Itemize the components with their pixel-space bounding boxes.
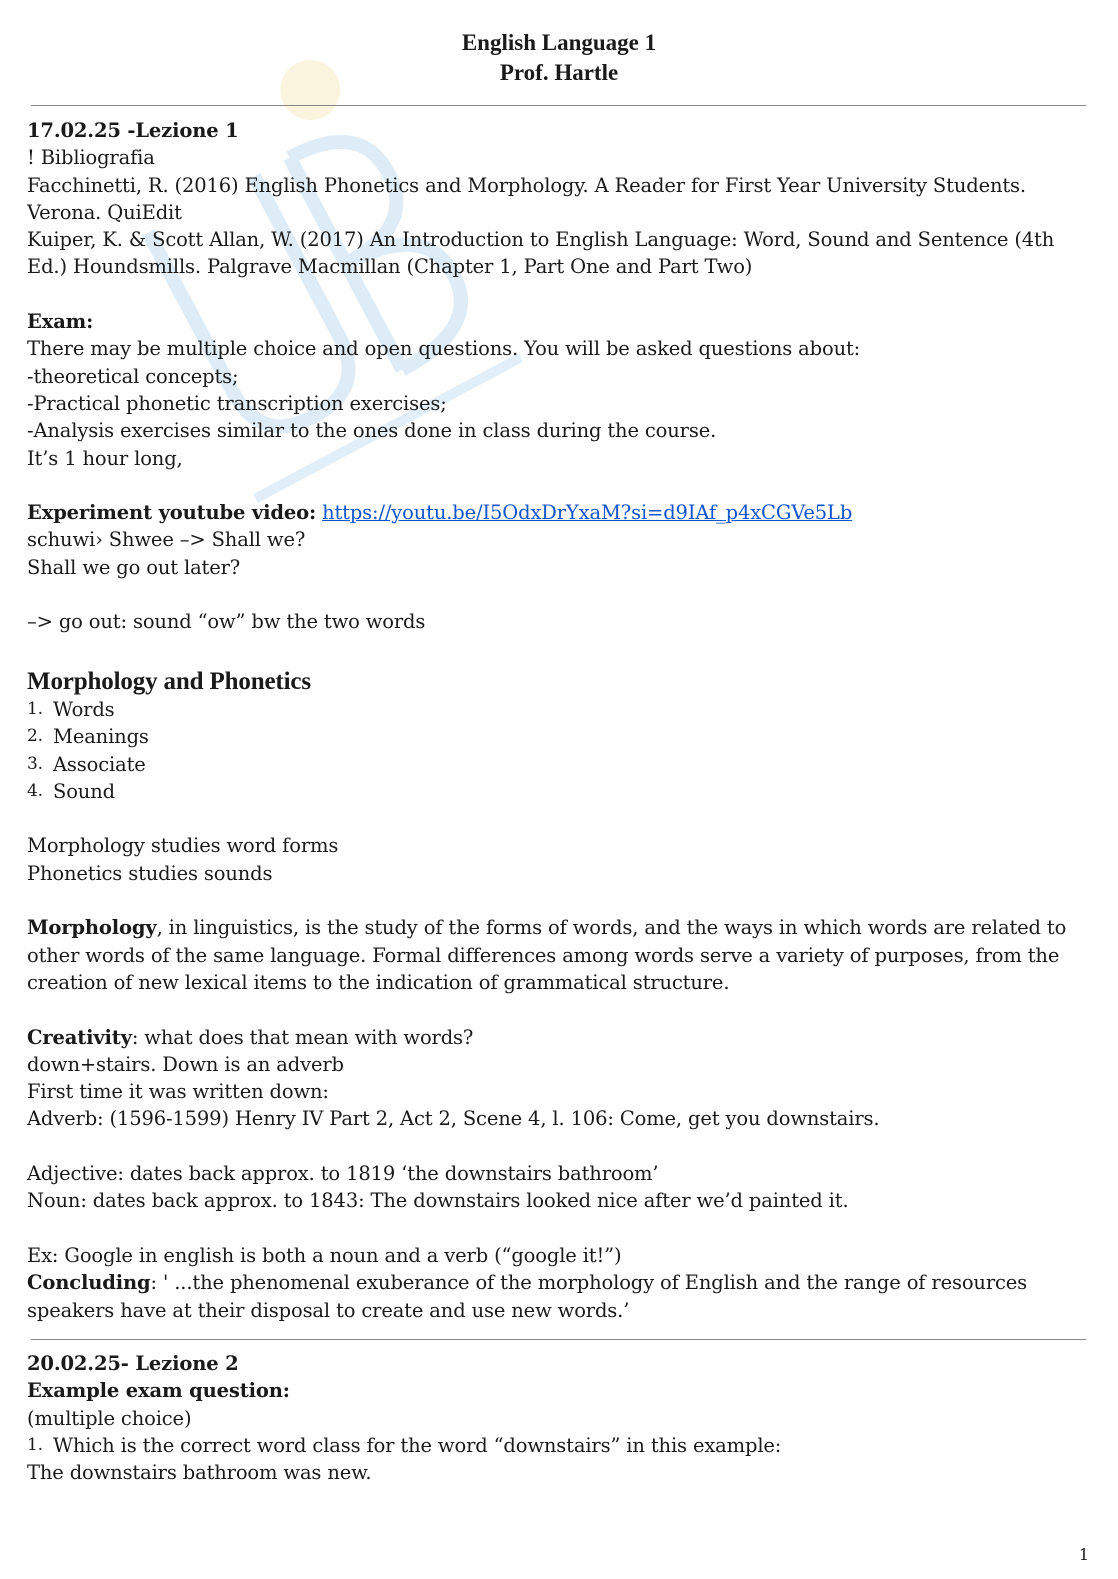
list-item: 1. Words (27, 698, 115, 721)
creativity-line: Creativity: what does that mean with words? (27, 1025, 474, 1049)
bibliography-entry: Facchinetti, R. (2016) English Phonetics and Morphology. A Reader for First Year University Students. Verona. QuiEdit (27, 173, 1026, 224)
text-line: (multiple choice) (27, 1406, 192, 1430)
exam-intro: There may be multiple choice and open questions. You will be asked questions about: (27, 337, 861, 361)
document-subtitle: Prof. Hartle (499, 60, 619, 85)
example-sentence: The downstairs bathroom was new. (27, 1461, 372, 1485)
question-list (27, 1432, 1097, 1459)
lesson-heading: 20.02.25- Lezione 2 (27, 1352, 239, 1375)
divider (31, 1339, 1086, 1340)
lesson-1-block (27, 117, 1097, 636)
text-line: Noun: dates back approx. to 1843: The downstairs looked nice after we’d painted it. (27, 1189, 849, 1213)
text-line: down+stairs. Down is an adverb (27, 1052, 344, 1076)
definition-paragraph: Morphology, in linguistics, is the study of the forms of words, and the ways in which words are related to other words of the same language. Formal differences among words serve a variety of purposes, from the creation of new lexical items to the indication of grammatical structure. (27, 916, 1067, 994)
youtube-link[interactable]: https://youtu.be/I5OdxDrYxaM?si=d9IAf_p4xCGVe5Lb (322, 501, 853, 525)
bibliography-entry: Kuiper, K. & Scott Allan, W. (2017) An Introduction to English Language: Word, Sound and Sentence (4th Ed.) Houndsmills. Palgrave Macmillan (Chapter 1, Part One and Part Two) (27, 228, 1055, 279)
example-label: Example exam question: (27, 1379, 290, 1403)
text-line: Shall we go out later? (27, 555, 241, 579)
divider (31, 105, 1086, 106)
morphology-section (27, 664, 1097, 1324)
text-line: Phonetics studies sounds (27, 861, 273, 885)
numbered-list (27, 696, 1097, 805)
list-item: 2. Meanings (27, 725, 149, 749)
concluding-paragraph: Concluding: ' ...the phenomenal exuberance of the morphology of English and the range of resources speakers have at their disposal to create and use new words.’ (27, 1271, 1028, 1322)
question-item: 1. Which is the correct word class for the word “downstairs” in this example: (27, 1433, 782, 1457)
exam-item: -Practical phonetic transcription exercises; (27, 391, 447, 415)
text-line: Adjective: dates back approx. to 1819 ‘the downstairs bathroom’ (27, 1162, 659, 1186)
list-item: 3. Associate (27, 752, 146, 776)
exam-duration: It’s 1 hour long, (27, 446, 183, 470)
exam-item: -theoretical concepts; (27, 364, 239, 388)
text-line: schuwi› Shwee –> Shall we? (27, 528, 306, 552)
exam-item: -Analysis exercises similar to the ones done in class during the course. (27, 419, 717, 443)
video-label: Experiment youtube video: (27, 501, 316, 525)
text-line: –> go out: sound “ow” bw the two words (27, 610, 426, 634)
list-item: 4. Sound (27, 779, 115, 803)
page-number: 1 (1078, 1545, 1089, 1564)
bibliography-label: ! Bibliografia (27, 146, 155, 170)
section-heading: Morphology and Phonetics (27, 668, 311, 695)
text-line: Morphology studies word forms (27, 834, 339, 858)
document-title: English Language 1 (461, 30, 657, 55)
lesson-2-block (27, 1350, 1097, 1486)
text-line: Adverb: (1596-1599) Henry IV Part 2, Act 2, Scene 4, l. 106: Come, get you downstairs. (27, 1107, 880, 1131)
text-line: Ex: Google in english is both a noun and a verb (“google it!”) (27, 1243, 622, 1267)
lesson-heading: 17.02.25 -Lezione 1 (27, 119, 239, 142)
text-line: First time it was written down: (27, 1080, 329, 1104)
exam-label: Exam: (27, 310, 94, 334)
